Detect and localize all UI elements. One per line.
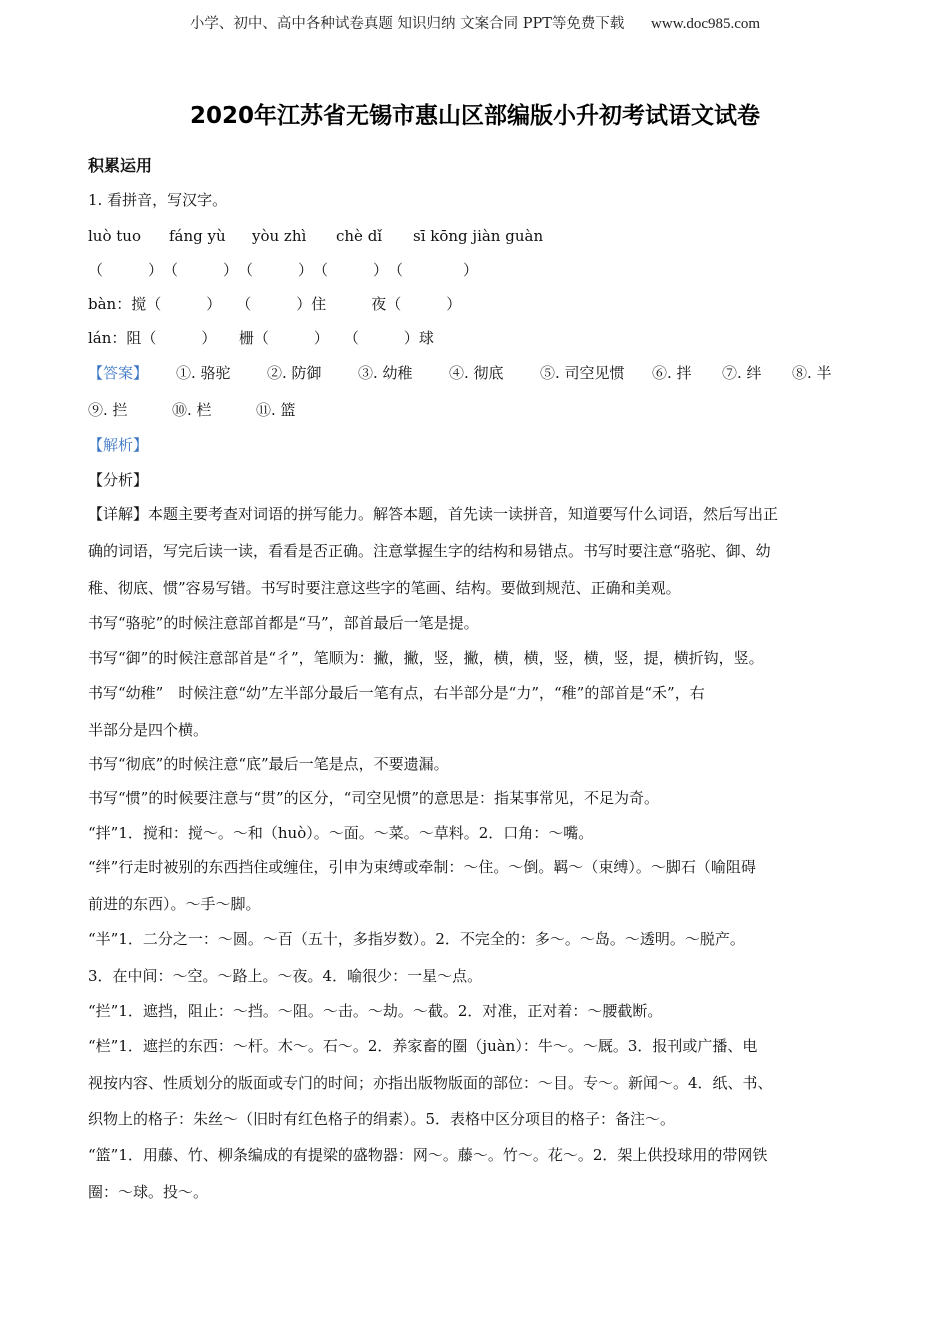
answer-row-2 [88,400,296,420]
answer-item: ⑧. 半 [792,364,832,382]
answer-blanks: （ ） （ ） （ ） （ ） （ ） [88,261,479,279]
explanation-line: 3．在中间：～空。～路上。～夜。4．喻很少：一星～点。 [88,967,483,985]
pinyin-item: yòu zhì [252,227,307,245]
explanation-line: “半”1．二分之一：～圆。～百（五十，多指岁数）。2．不完全的：多～。～岛。～透明。～脱产。 [88,930,745,948]
answer-item: ⑤. 司空见惯 [540,364,625,382]
explanation-line: 稚、彻底、惯”容易写错。书写时要注意这些字的笔画、结构。要做到规范、正确和美观。 [88,579,681,597]
page-header [0,12,950,33]
answer-item: ⑥. 拌 [652,364,692,382]
answer-item: ⑨. 拦 [88,401,128,419]
answer-item: ①. 骆驼 [176,364,231,382]
pinyin-item: chè dǐ [336,227,383,245]
explanation-line: “栏”1．遮拦的东西：～杆。木～。石～。2．养家畜的圈（juàn）：牛～。～厩。3．报刊或广播、电 [88,1037,758,1055]
explanation-line: “篮”1．用藤、竹、柳条编成的有提梁的盛物器：网～。藤～。竹～。花～。2．架上供投球用的带网铁 [88,1146,768,1164]
ban-line: bàn：搅（ ） （ ）住 夜（ ） [88,295,462,313]
explanation-line: “拌”1．搅和：搅～。～和（huò）。～面。～菜。～草料。2．口角：～嘴。 [88,824,594,842]
pinyin-row [88,226,543,246]
explanation-line: 半部分是四个横。 [88,721,209,739]
pinyin-item: fáng yù [169,227,226,245]
pinyin-item: sī kōng jiàn guàn [413,227,544,245]
explanation-line: 织物上的格子：朱丝～（旧时有红色格子的绢素）。5．表格中区分项目的格子：备注～。 [88,1110,676,1128]
answer-item: ④. 彻底 [449,364,504,382]
pinyin-item: luò tuo [88,227,141,245]
lan-line: lán：阻（ ） 栅（ ） （ ）球 [88,329,434,347]
answer-item: ⑦. 绊 [722,364,762,382]
answer-item: ②. 防御 [267,364,322,382]
explanation-line: 确的词语，写完后读一读，看看是否正确。注意掌握生字的结构和易错点。书写时要注意“骆驼、御、幼 [88,542,771,560]
explanation-line: 书写“幼稚” 时候注意“幼”左半部分最后一笔有点，右半部分是“力”，“稚”的部首是“禾”，右 [88,684,705,702]
explanation-line: 圈：～球。投～。 [88,1183,209,1201]
explanation-line: “绊”行走时被别的东西挡住或缠住，引申为束缚或牵制：～住。～倒。羁～（束缚）。～脚石（喻阻碍 [88,858,756,876]
explanation-line: 【详解】本题主要考查对词语的拼写能力。解答本题，首先读一读拼音，知道要写什么词语，然后写出正 [88,505,779,523]
answer-row-1 [88,363,832,383]
page-title: 2020年江苏省无锡市惠山区部编版小升初考试语文试卷 [189,103,760,129]
explanation-line: 书写“御”的时候注意部首是“彳”，笔顺为：撇，撇，竖，撇，横，横，竖，横，竖，提，横折钩，竖。 [88,649,764,667]
explanation-line: 书写“惯”的时候要注意与“贯”的区分，“司空见惯”的意思是：指某事常见，不足为奇。 [88,789,660,807]
explanation-line: 视按内容、性质划分的版面或专门的时间；亦指出版物版面的部位：～目。专～。新闻～。4．纸、书、 [88,1074,773,1092]
analysis-label: 【解析】 [88,436,149,454]
explanation-line: 书写“彻底”的时候注意“底”最后一笔是点，不要遗漏。 [88,755,449,773]
section-heading: 积累运用 [88,156,153,175]
question-prompt: 1. 看拼音，写汉字。 [88,191,228,209]
answer-item: ⑪. 篮 [256,401,296,419]
fenxi-label: 【分析】 [88,471,149,489]
explanation-line: 书写“骆驼”的时候注意部首都是“马”，部首最后一笔是提。 [88,614,479,632]
explanation-line: 前进的东西）。～手～脚。 [88,895,261,913]
answer-item: ③. 幼稚 [358,364,413,382]
explanation-line: “拦”1．遮挡，阻止：～挡。～阻。～击。～劫。～截。2．对准，正对着：～腰截断。 [88,1002,663,1020]
header-text: 小学、初中、高中各种试卷真题 知识归纳 文案合同 PPT等免费下载 [189,16,625,32]
answer-label: 【答案】 [88,364,149,382]
answer-item: ⑩. 栏 [172,401,212,419]
header-site[interactable]: www.doc985.com [651,16,761,32]
